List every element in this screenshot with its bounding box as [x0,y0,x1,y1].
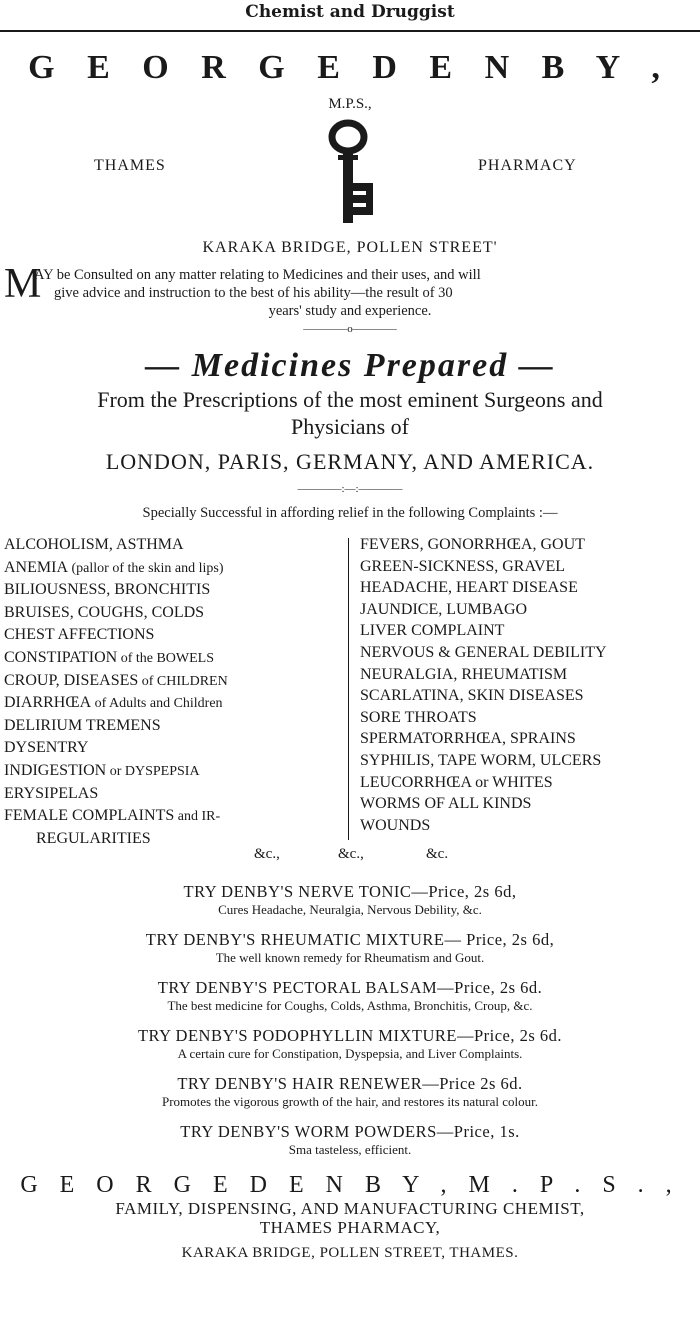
list-item: SCARLATINA, SKIN DISEASES [360,687,584,705]
list-item: DIARRHŒA of Adults and Children [4,694,223,712]
remedy-description: Cures Headache, Neuralgia, Nervous Debility, &c. [218,902,482,917]
drop-cap: M [4,261,42,307]
separator-o: ————o———— [303,323,397,335]
list-item: FEVERS, GONORRHŒA, GOUT [360,536,585,553]
remedy-pectoral-balsam [0,978,700,1014]
key-icon [318,119,378,231]
list-item: BILIOUSNESS, BRONCHITIS [4,581,211,599]
list-item: SORE THROATS [360,708,477,726]
list-item: HEADACHE, HEART DISEASE [360,579,578,597]
remedy-title: TRY DENBY'S WORM POWDERS—Price, 1s. [180,1122,520,1141]
qualification: M.P.S., [328,96,372,112]
header-rule [0,30,700,32]
remedy-worm-powders [0,1122,700,1158]
remedy-title: TRY DENBY'S HAIR RENEWER—Price 2s 6d. [177,1074,523,1093]
prescriptions-line-1: From the Prescriptions of the most eminent Surgeons and [97,387,603,412]
complaints-right-column [360,534,607,836]
specially-successful: Specially Successful in affording relief in the following Complaints :— [142,505,558,521]
shop-address: KARAKA BRIDGE, POLLEN STREET' [202,239,498,256]
consult-line-1: AY be Consulted on any matter relating to Medicines and their uses, and will [34,267,481,283]
etc-1: &c., [254,846,280,862]
list-item: CHEST AFFECTIONS [4,626,155,644]
remedy-description: The best medicine for Coughs, Colds, Asthma, Bronchitis, Croup, &c. [167,998,533,1013]
footer-profession: FAMILY, DISPENSING, AND MANUFACTURING CHEMIST, [115,1199,585,1218]
etcetera-row [0,846,700,870]
list-item: WOUNDS [360,816,431,834]
list-item: DELIRIUM TREMENS [4,716,161,734]
etc-2: &c., [338,846,364,862]
list-item: CROUP, DISEASES of CHILDREN [4,671,228,689]
pharmacy-word: PHARMACY [478,157,577,174]
remedy-hair-renewer [0,1074,700,1110]
list-item: NEURALGIA, RHEUMATISM [360,665,568,683]
consult-line-3: years' study and experience. [268,303,432,319]
etc-3: &c. [426,846,449,862]
cities-line: LONDON, PARIS, GERMANY, AND AMERICA. [105,449,595,474]
list-item: ERYSIPELAS [4,784,99,802]
list-item: LIVER COMPLAINT [360,622,505,640]
list-item: FEMALE COMPLAINTS and IR- [4,807,221,825]
footer-name: G E O R G E D E N B Y , M . P . S . , [20,1172,680,1198]
prescriptions-line-2: Physicians of [291,414,409,439]
remedy-description: The well known remedy for Rheumatism and Gout. [215,950,485,965]
list-item: GREEN-SICKNESS, GRAVEL [360,557,566,575]
separator-colons: ————:—:———— [297,483,403,495]
complaints-columns [0,534,700,847]
remedy-podophyllin-mixture [0,1026,700,1062]
remedy-description: A certain cure for Constipation, Dyspepsia, and Liver Complaints. [177,1046,523,1061]
list-item: REGULARITIES [36,829,151,847]
thames-word: THAMES [94,157,166,174]
remedy-rheumatic-mixture [0,930,700,966]
publication-header: Chemist and Druggist [245,2,455,22]
list-item: DYSENTRY [4,739,89,757]
list-item: CONSTIPATION of the BOWELS [4,648,215,666]
list-item: BRUISES, COUGHS, COLDS [4,603,205,621]
remedy-description: Sma tasteless, efficient. [288,1142,412,1157]
footer-address: KARAKA BRIDGE, POLLEN STREET, THAMES. [181,1245,519,1261]
remedy-title: TRY DENBY'S RHEUMATIC MIXTURE— Price, 2s 6d, [145,930,555,949]
medicines-prepared-title: — Medicines Prepared — [145,347,555,384]
list-item: WORMS OF ALL KINDS [360,795,532,813]
advertiser-name: G E O R G E D E N B Y , [28,49,672,86]
complaints-left-column [4,534,228,849]
remedy-title: TRY DENBY'S NERVE TONIC—Price, 2s 6d, [183,882,517,901]
list-item: ALCOHOLISM, ASTHMA [4,536,184,553]
consultation-paragraph [0,261,700,323]
remedy-title: TRY DENBY'S PECTORAL BALSAM—Price, 2s 6d. [157,978,543,997]
list-item: SYPHILIS, TAPE WORM, ULCERS [360,751,602,769]
remedy-nerve-tonic [0,882,700,918]
remedy-title: TRY DENBY'S PODOPHYLLIN MIXTURE—Price, 2s 6d. [137,1026,563,1045]
list-item: SPERMATORRHŒA, SPRAINS [360,730,576,748]
list-item: LEUCORRHŒA or WHITES [360,773,553,791]
consult-line-2: give advice and instruction to the best of his ability—the result of 30 [54,285,453,301]
column-divider [348,538,349,840]
list-item: JAUNDICE, LUMBAGO [360,600,528,618]
list-item: NERVOUS & GENERAL DEBILITY [360,643,607,661]
key-emblem-row [0,113,700,233]
remedy-description: Promotes the vigorous growth of the hair, and restores its natural colour. [161,1094,539,1109]
footer-pharmacy: THAMES PHARMACY, [259,1218,441,1237]
list-item: INDIGESTION or DYSPEPSIA [4,761,200,779]
list-item: ANEMIA (pallor of the skin and lips) [4,558,224,576]
